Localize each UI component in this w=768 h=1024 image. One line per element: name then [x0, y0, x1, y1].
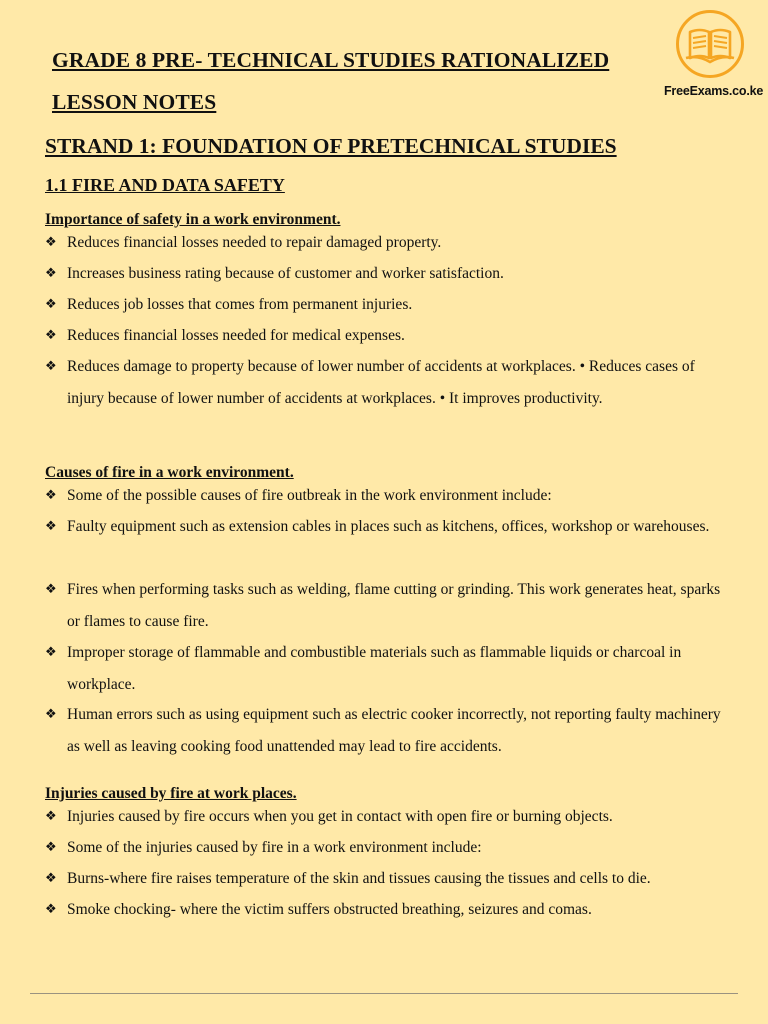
list-item-text: Reduces financial losses needed to repair damaged property. — [67, 234, 442, 251]
list-item — [45, 637, 735, 700]
list-item — [45, 863, 735, 895]
list-item-text: Human errors such as using equipment such as electric cooker incorrectly, not reporting faulty machinery as well as leaving cooking food unattended may lead to fire accidents. — [67, 706, 721, 755]
list-item — [45, 320, 735, 352]
bullet-diamond-icon: ❖ — [45, 582, 57, 597]
list-item-text: Some of the injuries caused by fire in a work environment include: — [67, 839, 482, 856]
list-item — [45, 258, 735, 290]
list-item-text: Increases business rating because of customer and worker satisfaction. — [67, 265, 504, 282]
bullet-diamond-icon: ❖ — [45, 902, 57, 917]
bullet-diamond-icon: ❖ — [45, 519, 57, 534]
list-item — [45, 832, 735, 864]
bullet-diamond-icon: ❖ — [45, 645, 57, 660]
document-title-line-1: GRADE 8 PRE- TECHNICAL STUDIES RATIONALIZED — [52, 48, 610, 72]
list-item — [45, 574, 735, 637]
section-heading-importance: Importance of safety in a work environment. — [45, 211, 341, 228]
bullet-diamond-icon: ❖ — [45, 871, 57, 886]
list-item-text: Reduces financial losses needed for medical expenses. — [67, 327, 405, 344]
bullet-diamond-icon: ❖ — [45, 266, 57, 281]
list-item — [45, 699, 735, 762]
footer-divider — [30, 993, 738, 994]
bullet-diamond-icon: ❖ — [45, 840, 57, 855]
bullet-diamond-icon: ❖ — [45, 297, 57, 312]
logo-text: FreeExams.co.ke — [664, 84, 764, 98]
section-heading-causes: Causes of fire in a work environment. — [45, 464, 294, 481]
list-item — [45, 227, 735, 259]
bullet-diamond-icon: ❖ — [45, 359, 57, 374]
list-item-text: Fires when performing tasks such as welding, flame cutting or grinding. This work generates heat, sparks or flames to cause fire. — [67, 581, 721, 630]
list-item-text: Reduces job losses that comes from permanent injuries. — [67, 296, 413, 313]
bullet-diamond-icon: ❖ — [45, 707, 57, 722]
document-title-line-2: LESSON NOTES — [52, 90, 217, 114]
section-heading-injuries: Injuries caused by fire at work places. — [45, 785, 297, 802]
subsection-heading: 1.1 FIRE AND DATA SAFETY — [45, 175, 285, 195]
list-item — [45, 480, 735, 512]
bullet-diamond-icon: ❖ — [45, 328, 57, 343]
list-item — [45, 801, 735, 833]
list-item — [45, 511, 735, 543]
list-item-text: Burns-where fire raises temperature of the skin and tissues causing the tissues and cells to die. — [67, 870, 651, 887]
list-item-text: Smoke chocking- where the victim suffers obstructed breathing, seizures and comas. — [67, 901, 592, 918]
list-item — [45, 894, 735, 926]
list-item — [45, 289, 735, 321]
list-item-text: Some of the possible causes of fire outbreak in the work environment include: — [67, 487, 552, 504]
bullet-diamond-icon: ❖ — [45, 235, 57, 250]
list-item-text: Faulty equipment such as extension cables in places such as kitchens, offices, workshop or warehouses. — [67, 518, 710, 535]
bullet-diamond-icon: ❖ — [45, 809, 57, 824]
strand-heading: STRAND 1: FOUNDATION OF PRETECHNICAL STUDIES — [45, 134, 617, 158]
list-item — [45, 351, 735, 414]
list-item-text: Reduces damage to property because of lower number of accidents at workplaces. • Reduces cases of injury because of lower number of accidents at workplaces. • It improves productivity. — [67, 358, 695, 407]
freeexams-logo[interactable] — [664, 8, 764, 108]
list-item-text: Injuries caused by fire occurs when you get in contact with open fire or burning objects. — [67, 808, 613, 825]
bullet-diamond-icon: ❖ — [45, 488, 57, 503]
list-item-text: Improper storage of flammable and combustible materials such as flammable liquids or charcoal in workplace. — [67, 644, 682, 693]
open-book-icon — [664, 8, 764, 88]
